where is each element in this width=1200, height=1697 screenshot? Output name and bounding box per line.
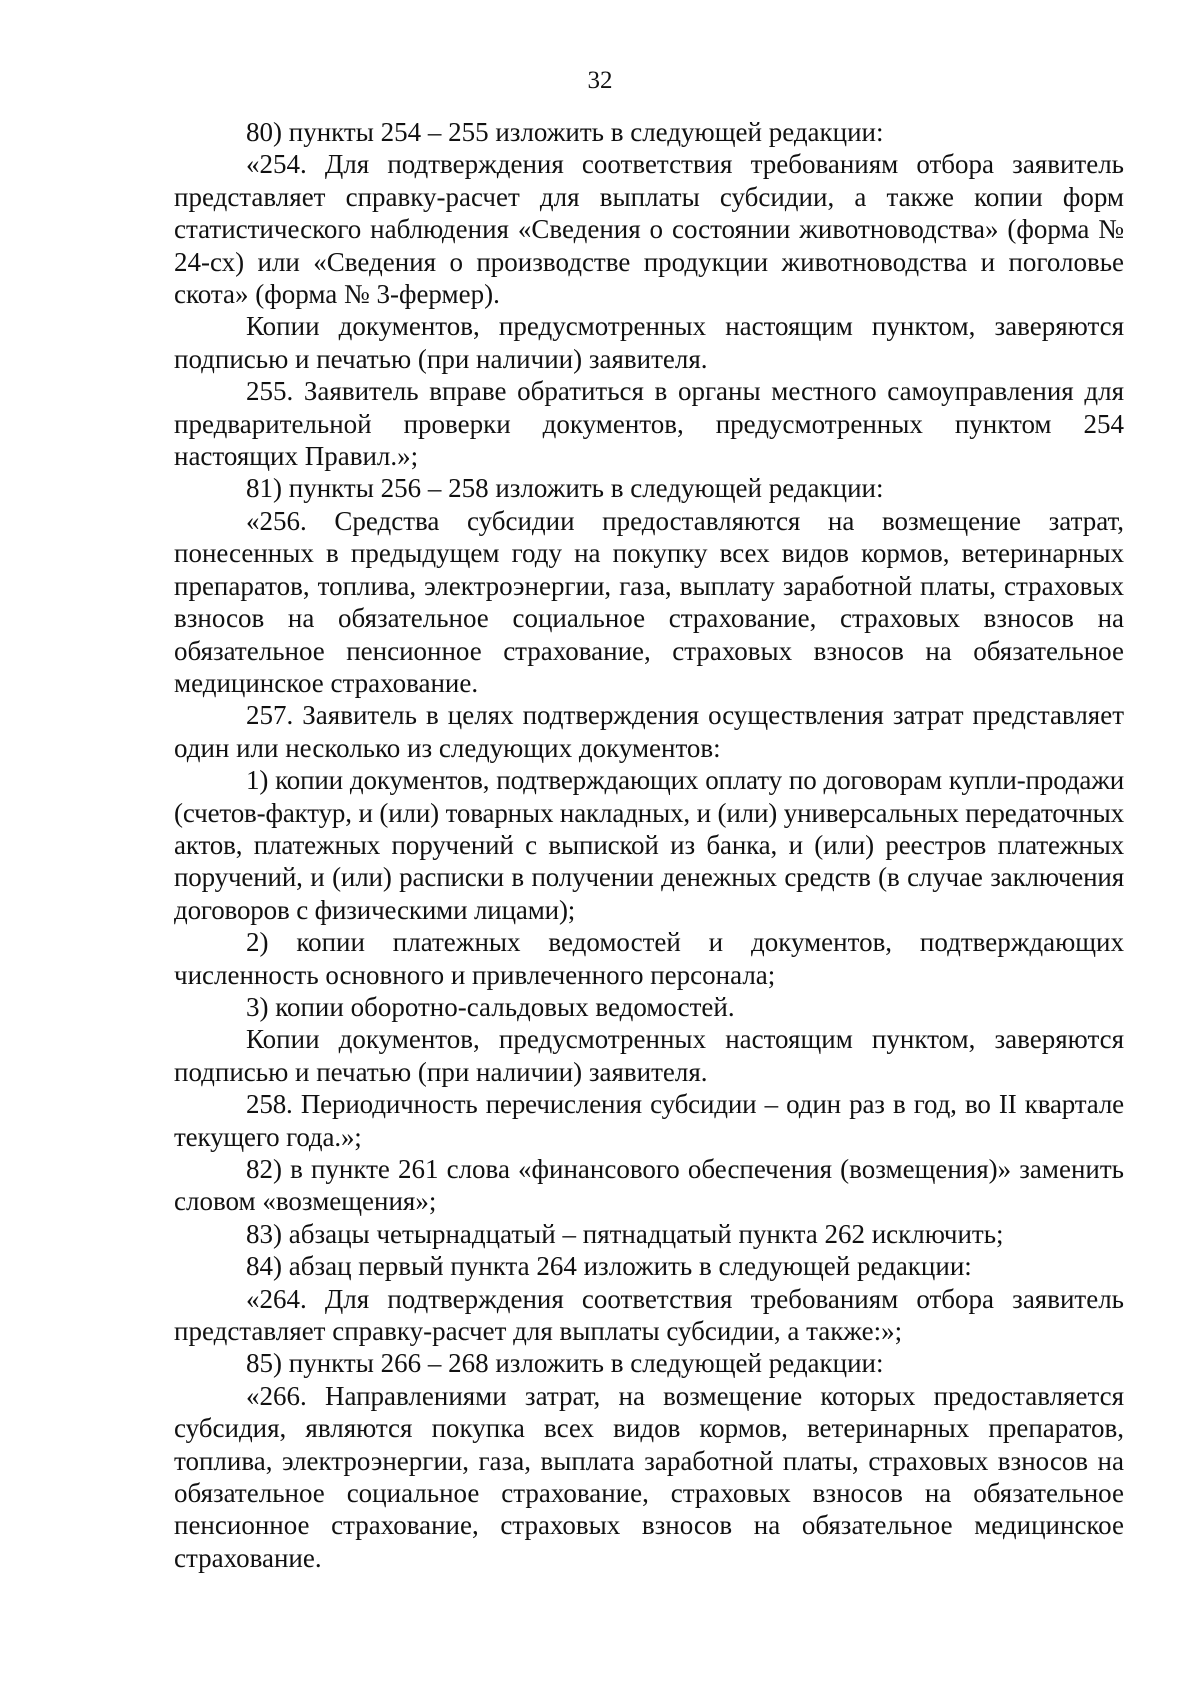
page-number: 32	[587, 67, 613, 94]
paragraph-81: 81) пункты 256 – 258 изложить в следующей редакции:	[246, 473, 884, 504]
paragraph-82: 82) в пункте 261 слова «финансового обеспечения (возмещения)» заменить словом «возмещения»;	[174, 1154, 1124, 1217]
paragraph-copies-note: Копии документов, предусмотренных настоящим пунктом, заверяются подписью и печатью (при наличии) заявителя.	[174, 311, 1124, 374]
paragraph-85: 85) пункты 266 – 268 изложить в следующей редакции:	[246, 1348, 884, 1379]
paragraph-255: 255. Заявитель вправе обратиться в органы местного самоуправления для предварительной проверки документов, предусмотренных пунктом 254 настоящих Правил.»;	[174, 376, 1124, 472]
paragraph-254: «254. Для подтверждения соответствия требованиям отбора заявитель представляет справку-расчет для выплаты субсидии, а также копии форм статистического наблюдения «Сведения о состоянии животноводства» (форма № 24-сх) или «Сведения о производстве продукции животноводства и поголовье скота» (форма № 3-фермер).	[174, 149, 1124, 310]
paragraph-266: «266. Направлениями затрат, на возмещение которых предоставляется субсидия, являются покупка всех видов кормов, ветеринарных препаратов, топлива, электроэнергии, газа, выплата заработной платы, страховых взносов на обязательное социальное страхование, страховых взносов на обязательное пенсионное страхование, страховых взносов на обязательное медицинское страхование.	[174, 1380, 1124, 1573]
paragraph-84: 84) абзац первый пункта 264 изложить в следующей редакции:	[246, 1251, 972, 1282]
paragraph-80: 80) пункты 254 – 255 изложить в следующей редакции:	[246, 117, 884, 147]
paragraph-264: «264. Для подтверждения соответствия требованиям отбора заявитель представляет справку-расчет для выплаты субсидии, а также:»;	[174, 1283, 1124, 1347]
document-body	[174, 116, 1124, 1574]
paragraph-257: 257. Заявитель в целях подтверждения осуществления затрат представляет один или несколько из следующих документов:	[174, 700, 1124, 763]
paragraph-257-item-3: 3) копии оборотно-сальдовых ведомостей.	[246, 991, 735, 1022]
paragraph-copies-note-2: Копии документов, предусмотренных настоящим пунктом, заверяются подписью и печатью (при наличии) заявителя.	[174, 1024, 1124, 1087]
paragraph-257-item-1: 1) копии документов, подтверждающих оплату по договорам купли-продажи (счетов-фактур, и (или) товарных накладных, и (или) универсальных передаточных актов, платежных поручений с выпиской из банка, и (или) реестров платежных поручений, и (или) расписки в получении денежных средств (в случае заключения договоров с физическими лицами);	[174, 765, 1124, 925]
paragraph-83: 83) абзацы четырнадцатый – пятнадцатый пункта 262 исключить;	[246, 1218, 1004, 1249]
paragraph-258: 258. Периодичность перечисления субсидии – один раз в год, во II квартале текущего года.»;	[174, 1089, 1124, 1152]
paragraph-256: «256. Средства субсидии предоставляются на возмещение затрат, понесенных в предыдущем году на покупку всех видов кормов, ветеринарных препаратов, топлива, электроэнергии, газа, выплату заработной платы, страховых взносов на обязательное социальное страхование, страховых взносов на обязательное пенсионное страхование, страховых взносов на обязательное медицинское страхование.	[174, 505, 1124, 698]
paragraph-257-item-2: 2) копии платежных ведомостей и документов, подтверждающих численность основного и привлеченного персонала;	[174, 927, 1124, 990]
